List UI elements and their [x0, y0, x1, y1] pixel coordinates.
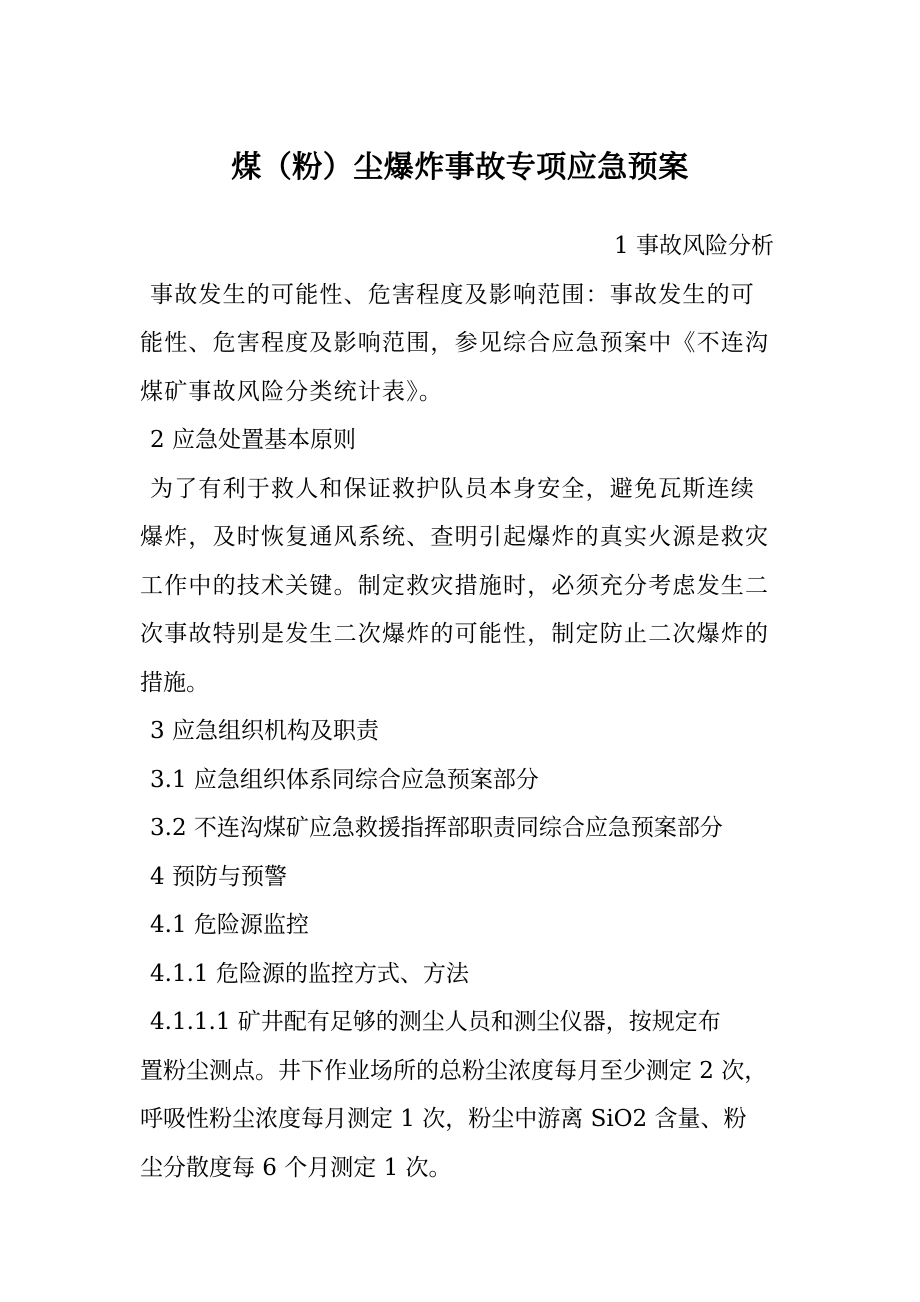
paragraph-line: 煤矿事故风险分类统计表》。 [140, 378, 444, 405]
document-body [140, 222, 780, 1192]
paragraph-line: 工作中的技术关键。制定救灾措施时，必须充分考虑发生二 [140, 572, 770, 599]
paragraph-line: 能性、危害程度及影响范围，参见综合应急预案中《不连沟 [140, 330, 770, 356]
section-heading-prevention: 4 预防与预警 [150, 863, 287, 890]
paragraph-line: 次事故特别是发生二次爆炸的可能性，制定防止二次爆炸的 [140, 621, 770, 647]
document-title: 煤（粉）尘爆炸事故专项应急预案 [231, 150, 689, 185]
paragraph-line: 4.1.1.1 矿井配有足够的测尘人员和测尘仪器，按规定布 [150, 1009, 721, 1035]
section-heading-principles: 2 应急处置基本原则 [150, 427, 356, 453]
subsection-heading: 3.1 应急组织体系同综合应急预案部分 [150, 766, 539, 793]
paragraph-line: 措施。 [140, 669, 209, 696]
section-heading-risk-analysis: 1 事故风险分析 [614, 233, 774, 259]
paragraph-line: 事故发生的可能性、危害程度及影响范围：事故发生的可 [150, 281, 755, 308]
section-heading-organization: 3 应急组织机构及职责 [150, 718, 379, 744]
paragraph-line: 呼吸性粉尘浓度每月测定 1 次，粉尘中游离 SiO2 含量、粉 [140, 1106, 747, 1132]
subsection-heading: 4.1 危险源监控 [150, 912, 309, 938]
subsection-heading: 4.1.1 危险源的监控方式、方法 [150, 960, 469, 987]
paragraph-line: 置粉尘测点。井下作业场所的总粉尘浓度每月至少测定 2 次， [140, 1057, 768, 1084]
subsection-heading: 3.2 不连沟煤矿应急救援指挥部职责同综合应急预案部分 [150, 815, 723, 841]
paragraph-line: 尘分散度每 6 个月测定 1 次。 [140, 1154, 452, 1181]
paragraph-line: 为了有利于救人和保证救护队员本身安全，避免瓦斯连续 [150, 475, 755, 502]
paragraph-line: 爆炸，及时恢复通风系统、查明引起爆炸的真实火源是救灾 [140, 524, 770, 550]
